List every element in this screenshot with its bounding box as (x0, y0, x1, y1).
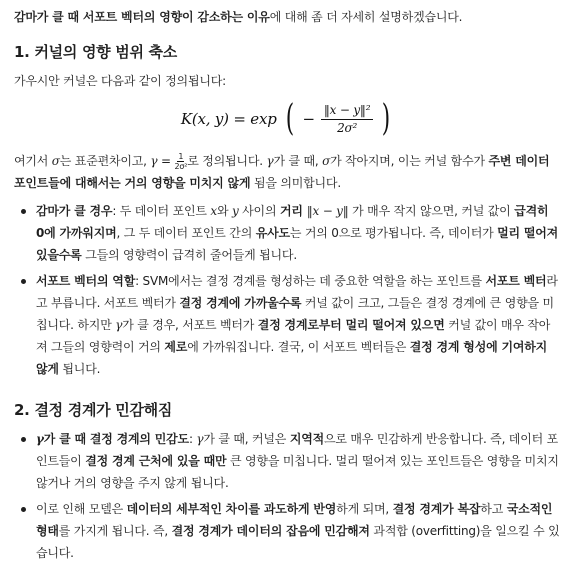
text: 하고 (480, 502, 507, 516)
formula-denominator: 2σ² (337, 121, 358, 135)
intro-bold: 감마가 클 때 서포트 벡터의 영향이 감소하는 이유 (14, 10, 270, 24)
bold-text: 결정 경계가 복잡 (392, 502, 481, 516)
text: 으로 매우 민감하게 반응합니다. 즉, 데이터 포인트들이 (36, 432, 558, 468)
bold-text: 감마가 클 경우 (36, 204, 113, 218)
bold-text: 결정 경계에 가까울수록 (179, 296, 302, 310)
bold-text: 가 클 때 결정 경계의 민감도 (43, 432, 189, 446)
section-1-list (14, 200, 560, 380)
bold-text: 서포트 벡터의 역할 (36, 274, 136, 288)
bold-text: 국소적인 형태 (36, 502, 553, 538)
text: 가 매우 작지 않으면, 커널 값이 (348, 204, 515, 218)
formula-close-paren: ) (382, 98, 391, 139)
math-x: x (210, 204, 217, 218)
text: : (188, 432, 197, 446)
list-item (14, 200, 560, 266)
text: 가 클 경우, 서포트 벡터가 (122, 318, 258, 332)
para-text: 가 작아지며, 이는 커널 함수가 (330, 154, 489, 168)
intro-text: 에 대해 좀 더 자세히 설명하겠습니다. (269, 10, 463, 24)
text: 는 거의 0으로 평가됩니다. 즉, 데이터가 (289, 226, 498, 240)
para-text: 됨을 의미합니다. (250, 176, 341, 190)
gamma-fraction-numerator: 1 (178, 152, 184, 161)
bold-text: 데이터의 세부적인 차이를 과도하게 반영 (126, 502, 337, 516)
bold-text: 결정 경계로부터 멀리 떨어져 있으면 (257, 318, 445, 332)
list-item (14, 428, 560, 494)
para-text: 여기서 (14, 154, 52, 168)
sigma-gamma-paragraph (14, 150, 560, 194)
section-2-heading: 2. 결정 경계가 민감해짐 (14, 401, 173, 419)
math-y: y (231, 204, 239, 218)
gamma-fraction-denominator: 2σ² (174, 162, 188, 171)
bold-text: 급격히 0에 가까워지며 (36, 204, 549, 240)
formula-numerator: ‖x − y‖² (321, 103, 373, 120)
text: 이로 인해 모델은 (36, 502, 127, 516)
intro-paragraph (14, 6, 560, 28)
text: 와 (216, 204, 232, 218)
gamma-fraction (174, 152, 187, 171)
text: : SVM에서는 결정 경계를 형성하는 데 중요한 역할을 하는 포인트를 (135, 274, 486, 288)
text: 커널 값이 크고, 그들은 결정 경계에 큰 영향을 미칩니다. 하지만 (36, 296, 554, 332)
gamma-symbol: γ (36, 432, 44, 446)
section-2-list (14, 428, 560, 564)
para-text: 로 정의됩니다. (187, 154, 267, 168)
bold-text: 결정 경계 형성에 기여하지 않게 (36, 340, 548, 376)
gamma-symbol: γ (115, 318, 123, 332)
text: : 두 데이터 포인트 (112, 204, 211, 218)
text: 를 가지게 됩니다. 즉, (58, 524, 172, 538)
gaussian-kernel-formula (14, 98, 560, 140)
bold-text: 멀리 떨어져 있을수록 (36, 226, 559, 262)
text: 커널 값이 매우 작아져 그들의 영향력이 거의 (36, 318, 551, 354)
sigma-symbol: σ (51, 154, 60, 168)
text: 큰 영향을 미칩니다. 멀리 떨어져 있는 포인트들은 영향을 미치지 않거나 거의 영향을 주지 않게 됩니다. (36, 454, 559, 490)
text: 그들의 영향력이 급격히 줄어들게 됩니다. (81, 248, 297, 262)
math-distance: ‖x − y‖ (306, 204, 349, 218)
para-text: 는 표준편차이고, (59, 154, 151, 168)
formula-minus: − (302, 110, 315, 128)
bold-text: 서포트 벡터 (485, 274, 547, 288)
kernel-definition: 가우시안 커널은 다음과 같이 정의됩니다: (14, 74, 226, 88)
text: 에 가까워집니다. 결국, 이 서포트 벡터들은 (187, 340, 410, 354)
formula-fraction (321, 103, 373, 135)
text: 과적합 (overfitting)을 일으킬 수 있습니다. (36, 524, 560, 560)
gamma-symbol: γ (196, 432, 204, 446)
sigma-symbol: σ (322, 154, 331, 168)
section-1-heading: 1. 커널의 영향 범위 축소 (14, 43, 177, 61)
gamma-symbol: γ (266, 154, 274, 168)
bold-text: 결정 경계 근처에 있을 때만 (85, 454, 227, 468)
formula-lhs: K(x, y) = exp (180, 110, 277, 128)
para-bold: 주변 데이터 포인트들에 대해서는 거의 영향을 미치지 않게 (14, 154, 550, 190)
text: 라고 부릅니다. 서포트 벡터가 (36, 274, 558, 310)
bold-text: 거리 (279, 204, 307, 218)
gamma-equation: γ = (150, 154, 171, 168)
bold-text: 제로 (164, 340, 188, 354)
bold-text: 결정 경계가 데이터의 잡음에 민감해져 (171, 524, 370, 538)
text: 사이의 (238, 204, 280, 218)
text: 됩니다. (58, 362, 101, 376)
list-item (14, 270, 560, 380)
bold-text: 유사도 (255, 226, 290, 240)
text: 가 클 때, 커널은 (203, 432, 290, 446)
text: 하게 되며, (336, 502, 393, 516)
list-item (14, 498, 560, 564)
para-text: 가 클 때, (273, 154, 323, 168)
bold-text: 지역적 (289, 432, 325, 446)
formula-open-paren: ( (285, 98, 294, 139)
text: , 그 두 데이터 포인트 간의 (116, 226, 256, 240)
